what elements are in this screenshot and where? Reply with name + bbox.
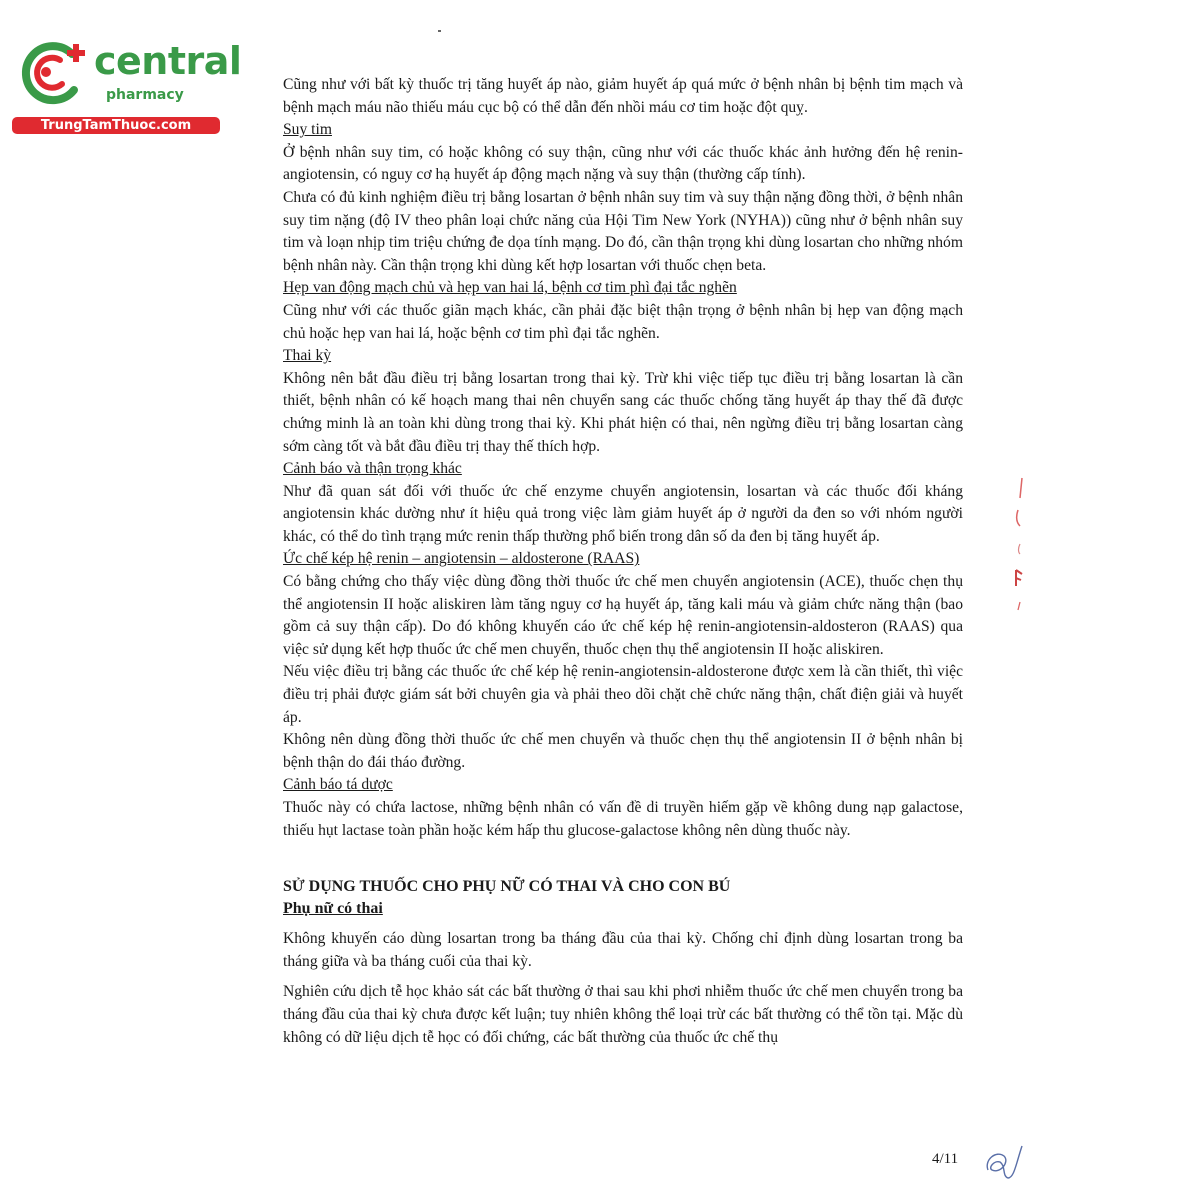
logo-website: TrungTamThuoc.com (12, 117, 220, 134)
subheading-valve-stenosis: Hẹp van động mạch chủ và hẹp van hai lá, bệnh cơ tim phì đại tắc nghẽn (283, 279, 737, 297)
section-title: SỬ DỤNG THUỐC CHO PHỤ NỮ CÓ THAI VÀ CHO CON BÚ (283, 878, 731, 896)
subheading-other-warnings: Cảnh báo và thận trọng khác (283, 460, 462, 478)
subheading-heart-failure: Suy tim (283, 121, 332, 139)
paragraph: Nghiên cứu dịch tễ học khảo sát các bất thường ở thai sau khi phơi nhiễm thuốc ức chế men chuyển trong ba tháng đầu của thai kỳ chưa được kết luận; tuy nhiên không thể loại trừ các bất thường có thể tồn tại. Mặc dù không có dữ liệu dịch tễ học có đối chứng, các bất thường của thuốc ức chế thụ (283, 983, 963, 1046)
signature-mark (978, 1140, 1026, 1184)
paragraph: Không nên bắt đầu điều trị bằng losartan trong thai kỳ. Trừ khi việc tiếp tục điều trị bằng losartan là cần thiết, bệnh nhân có kế hoạch mang thai nên chuyển sang các thuốc chống tăng huyết áp thay thế đã được chứng minh là an toàn khi dùng trong thai kỳ. Khi phát hiện có thai, nên ngừng điều trị bằng losartan càng sớm càng tốt và bắt đầu điều trị thay thế thích hợp. (283, 369, 963, 455)
subheading-raas: Ức chế kép hệ renin – angiotensin – aldosterone (RAAS) (283, 550, 640, 568)
paragraph: Như đã quan sát đối với thuốc ức chế enzyme chuyển angiotensin, losartan và các thuốc đối kháng angiotensin khác dường như ít hiệu quả trong việc làm giảm huyết áp ở người da đen so với nhóm người khác, có thể do tình trạng mức renin thấp thường phổ biến trong dân số da đen bị tăng huyết áp. (283, 482, 963, 545)
paragraph: Thuốc này có chứa lactose, những bệnh nhân có vấn đề di truyền hiếm gặp về không dung nạp galactose, thiếu hụt lactase toàn phần hoặc kém hấp thu glucose-galactose không nên dùng thuốc này. (283, 799, 963, 839)
paragraph: Nếu việc điều trị bằng các thuốc ức chế kép hệ renin-angiotensin-aldosterone được xem là cần thiết, thì việc điều trị phải được giám sát bởi chuyên gia và phải theo dõi chặt chẽ chức năng thận, chất điện giải và huyết áp. (283, 663, 963, 726)
page-number: 4/11 (932, 1151, 959, 1167)
logo-brand-name: central (94, 39, 242, 83)
central-pharmacy-logo (10, 38, 242, 138)
paragraph: Chưa có đủ kinh nghiệm điều trị bằng losartan ở bệnh nhân suy tim và suy thận nặng đồng thời, ở bệnh nhân suy tim nặng (độ IV theo phân loại chức năng của Hội Tim New York (NYHA)) cũng như ở bệnh nhân suy tim và loạn nhịp tim triệu chứng đe dọa tính mạng. Do đó, cần thận trọng khi dùng losartan cho những nhóm bệnh nhân này. Cần thận trọng khi dùng kết hợp losartan với thuốc chẹn beta. (283, 188, 963, 274)
scan-speck (438, 30, 441, 32)
paragraph: Không nên dùng đồng thời thuốc ức chế men chuyển và thuốc chẹn thụ thể angiotensin II ở bệnh nhân bị bệnh thận do đái tháo đường. (283, 731, 963, 771)
logo-subtitle: pharmacy (106, 87, 184, 103)
document-body (283, 74, 963, 1049)
paragraph: Ở bệnh nhân suy tim, có hoặc không có suy thận, cũng như với các thuốc khác ảnh hưởng đến hệ renin-angiotensin, có nguy cơ hạ huyết áp động mạch nặng và suy thận (thường cấp tính). (283, 143, 963, 184)
subheading-excipient-warning: Cảnh báo tá dược (283, 776, 393, 794)
paragraph: Có bằng chứng cho thấy việc dùng đồng thời thuốc ức chế men chuyển angiotensin (ACE), thuốc chẹn thụ thể angiotensin II hoặc aliskiren làm tăng nguy cơ hạ huyết áp, tăng kali máu và giảm chức năng thận (bao gồm cả suy thận cấp). Do đó không khuyến cáo ức chế kép hệ renin-angiotensin-aldosteron (RAAS) qua việc sử dụng kết hợp thuốc ức chế men chuyển, thuốc chẹn thụ thể angiotensin II hoặc aliskiren. (283, 573, 963, 658)
paragraph: Không khuyến cáo dùng losartan trong ba tháng đầu của thai kỳ. Chống chỉ định dùng losartan trong ba tháng giữa và ba tháng cuối của thai kỳ. (283, 930, 963, 970)
pharmacy-cross-icon (10, 40, 90, 106)
stamp-edge-mark (1008, 470, 1032, 630)
subheading-pregnant-women: Phụ nữ có thai (283, 900, 383, 918)
subheading-pregnancy: Thai kỳ (283, 347, 332, 365)
paragraph: Cũng như với bất kỳ thuốc trị tăng huyết áp nào, giảm huyết áp quá mức ở bệnh nhân bị bệnh tim mạch và bệnh mạch máu não thiếu máu cục bộ có thể dẫn đến nhồi máu cơ tim hoặc đột quỵ. (283, 76, 963, 116)
paragraph: Cũng như với các thuốc giãn mạch khác, cần phải đặc biệt thận trọng ở bệnh nhân bị hẹp van động mạch chủ hoặc hẹp van hai lá, hoặc bệnh cơ tim phì đại tắc nghẽn. (283, 301, 963, 342)
